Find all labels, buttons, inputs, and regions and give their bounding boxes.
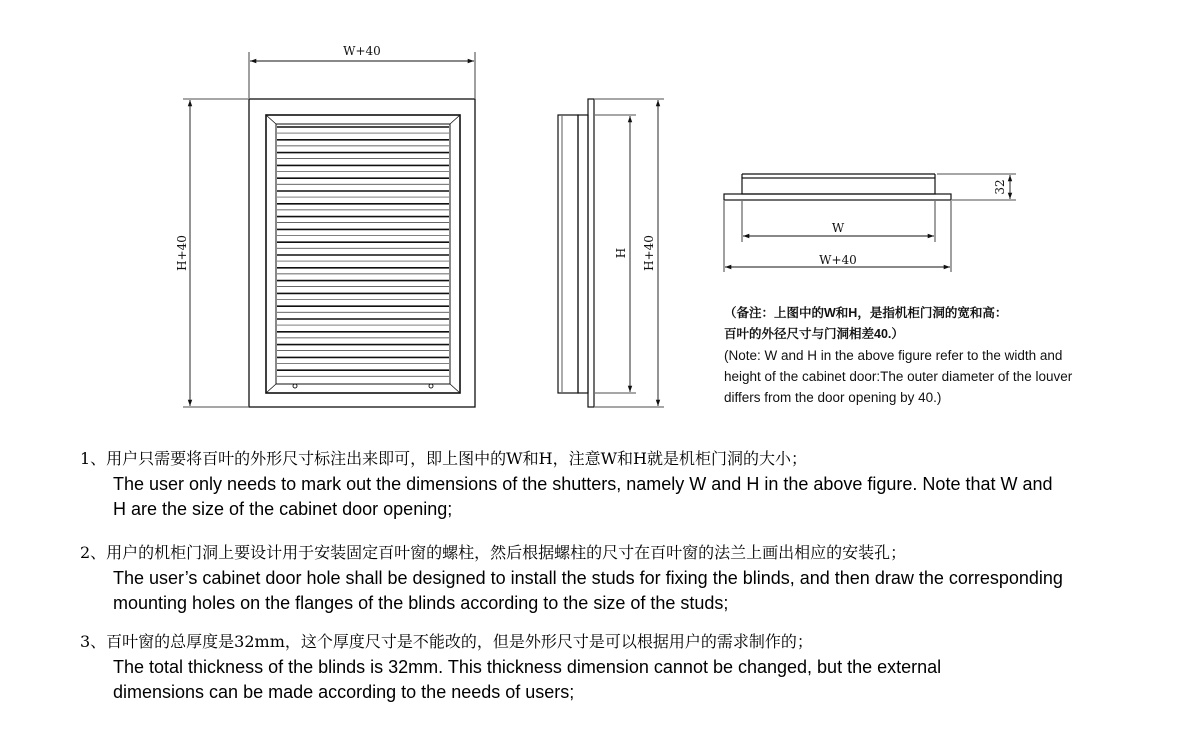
note-zh-line-1: （备注：上图中的W和H，是指机柜门洞的宽和高： <box>724 306 1008 320</box>
louver-slat <box>277 127 449 133</box>
requirement-1-zh: 1、用户只需要将百叶的外形尺寸标注出来即可，即上图中的W和H，注意W和H就是机柜门洞的大小； <box>80 449 807 468</box>
front-width-label: W+40 <box>343 44 381 58</box>
louver-slat <box>277 217 449 223</box>
louver-slat <box>277 255 449 261</box>
louver-slat <box>277 140 449 146</box>
drain-hole-right <box>429 384 433 388</box>
louver-slat <box>277 306 449 312</box>
front-outer-frame <box>249 99 475 407</box>
top-body <box>742 178 935 194</box>
front-height-label: H+40 <box>175 235 189 271</box>
front-inner-frame <box>266 115 460 393</box>
top-inner-width-label: W <box>831 221 845 235</box>
louver-slat <box>277 281 449 287</box>
note-en: (Note: W and H in the above figure refer to the width and height of the cabinet door:The outer diameter of the louver differs from the door opening by 40.) <box>724 348 1073 405</box>
top-view <box>724 174 1016 272</box>
requirement-3-zh: 3、百叶窗的总厚度是32mm，这个厚度尺寸是不能改的，但是外形尺寸是可以根据用户的需求制作的； <box>80 632 813 651</box>
louver-slat <box>277 319 449 325</box>
note-zh-line-2: 百叶的外径尺寸与门洞相差40.） <box>724 327 904 341</box>
louver-slat <box>277 229 449 235</box>
drain-hole-left <box>293 384 297 388</box>
requirement-2-en: The user’s cabinet door hole shall be designed to install the studs for fixing the blinds, and then draw the corresponding mounting holes on the flanges of the blinds according to the size of the studs; <box>113 568 1063 613</box>
top-outer-width-label: W+40 <box>819 253 857 267</box>
louver-slats <box>277 127 449 376</box>
louver-slat <box>277 191 449 197</box>
side-duct <box>558 115 578 393</box>
side-flange <box>588 99 594 407</box>
requirement-item-3 <box>80 629 1013 705</box>
side-inner-height-label: H <box>614 247 628 259</box>
louver-slat <box>277 242 449 248</box>
louver-slat <box>277 204 449 210</box>
requirement-item-2 <box>80 540 1083 616</box>
requirements-list <box>80 446 1190 702</box>
top-flange <box>724 194 951 200</box>
requirement-3-en: The total thickness of the blinds is 32mm. This thickness dimension cannot be changed, but the external dimensions can be made according to the needs of users; <box>113 657 942 702</box>
drawing-note <box>724 303 1084 408</box>
louver-slat <box>277 332 449 338</box>
requirement-2-zh: 2、用户的机柜门洞上要设计用于安装固定百叶窗的螺柱，然后根据螺柱的尺寸在百叶窗的法兰上画出相应的安装孔； <box>80 543 907 562</box>
louver-slat <box>277 268 449 274</box>
louver-slat <box>277 293 449 299</box>
louver-slat <box>277 357 449 363</box>
louver-slat <box>277 345 449 351</box>
top-thickness-label: 32 <box>993 179 1007 195</box>
louver-slat <box>277 370 449 376</box>
requirement-1-en: The user only needs to mark out the dimensions of the shutters, namely W and H in the above figure. Note that W and H are the size of the cabinet door opening; <box>113 474 1053 519</box>
side-outer-height-label: H+40 <box>642 235 656 271</box>
louver-slat <box>277 178 449 184</box>
requirement-item-1 <box>80 446 1190 522</box>
louver-slat <box>277 165 449 171</box>
front-view <box>183 52 475 407</box>
side-body <box>578 115 588 393</box>
louver-slat <box>277 153 449 159</box>
